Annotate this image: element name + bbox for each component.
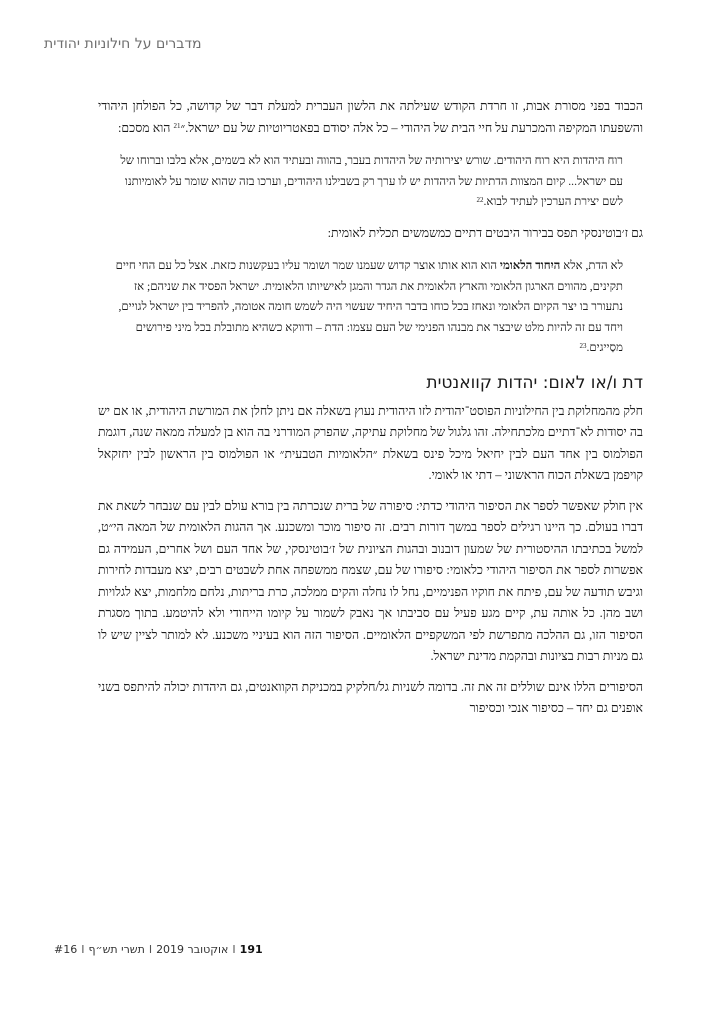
section-heading: דת ו/או לאום: יהדות קוואנטית bbox=[426, 372, 643, 393]
footer-issue: #16 bbox=[54, 943, 78, 956]
paragraph-1 bbox=[98, 96, 643, 139]
paragraph-1-tail: הוא מסכם: bbox=[117, 120, 174, 135]
footer-divider: I bbox=[148, 943, 153, 956]
block-quote-2-post: הוא הוא אותו אוצר קדוש שעמנו שמר ושומר עליו בעקשנות כזאת. אצל כל עם החי חיים תקינים, מהווים הארגון הלאומי והארץ הלאומית את הגדר והמגן לאישיותו הלאומית. ישראל הפסיד את שניהם; אז נתעורר בו יצר הקיום הלאומי ונאחז בכל כוחו בדבר היחיד שעשוי היה לשמש חומה אטומה, להפריד בין ישראל לגויים, ויחד עם זה להיות מלט שיבצר את מבנהו הפנימי של העם עצמו: הדת – ודווקא כשהיא מתובלת בכל מיני פירושים מסַייגים. bbox=[115, 259, 623, 354]
block-quote-2-bold: היִחוד הלאומי bbox=[499, 259, 561, 272]
lead-in-paragraph: גם ז׳בוטינסקי תפס בבירור היבטים דתיים כמשמשים תכלית לאומית: bbox=[327, 225, 643, 240]
paragraph-4: אין חולק שאפשר לספר את הסיפור היהודי כדתי: סיפורה של ברית שנכרתה בין בורא עולם לבין עם שנבחר לשאת את דברו בעולם. כך היינו רגילים לספר במשך דורות רבים. זה סיפור מוכר ומשכנע. אך ההגות הלאומית של המאה הי״ט, למשל בכתיבתו ההיסטורית של שמעון דובנוב ובהגות הציונית של ז׳בוטינסקי, של אחד העם ושל אחרים, העמידה גם אפשרות לספר את הסיפור היהודי כלאומי: סיפורו של עם, שצמח ממשפחה אחת לשבטים רבים, יצא מעבדות לחירות וגיבש תודעה של עם, פיתח את חוקיו הפנימיים, נחל לו נחלה והקים ממלכה, כרת בריתות, נלחם מלחמות, יצא לגלויות ושב מהן. כל אותה עת, קיים מגע פעיל עם סביבתו אך נאבק לשמור על קיומו הייחודי ולא להיטמע. בתוך מסגרת הסיפור הזו, גם ההלכה מתפרשת לפי המשקפיים הלאומיים. הסיפור הזה הוא בעיניי משכנע. לא למותר לציין שיש לו גם מניות רבות בציונות ובהקמת מדינת ישראל. bbox=[98, 498, 643, 663]
block-quote-2 bbox=[112, 256, 623, 359]
paragraph-1-text: הכבוד בפני מסורת אבות, זו חרדת הקודש שעילתה את הלשון העברית למעלת דבר של קדושה, כל הפולחן היהודי והשפעתו המקיפה והמכרעת על חיי הבית של היהודי – כל אלה יסודם בפאטריוטיות של עם ישראל.״ bbox=[98, 99, 643, 135]
article-body bbox=[98, 96, 643, 720]
footnote-ref-21[interactable]: 21 bbox=[173, 121, 181, 130]
footer-divider: I bbox=[232, 943, 236, 956]
paragraph-3: חלק מהמחלוקת בין החילוניות הפוסט־יהודית לזו היהודית נעוץ בשאלה אם ניתן לחלן את המורשת היהודית, או אם יש בה יסודות לא־דתיים מלכתחילה. זהו גלגול של מחלוקת עתיקה, שהפרק המודרני בה הוא בן למעלה ממאה שנה, דוגמת הפולמוס בין אחד העם לבין יחיאל מיכל פינס בשאלת ״הלאומיות הטבעית״ או הפולמוס בין הראשון לבין יחזקאל קויפמן בשאלת הכוח הראשוני – דתי או לאומי. bbox=[98, 403, 643, 482]
footer-hebrew-date: תשרי תש״ף bbox=[88, 943, 145, 956]
block-quote-1-text: רוח היהדות היא רוח היהודים. שורש יצירותיה של היהדות בעבר, בהווה ובעתיד הוא לא בשמים, אלא בלבו וברוחו של עם ישראל... קיום המצוות הדתיות של היהדות יש לו ערך רק בשבילנו היהודים, וערכו בזה שהוא שומר על לאומיותנו לשם יצירת הערכין לעתיד לבוא. bbox=[120, 154, 623, 208]
footnote-ref-22[interactable]: 22 bbox=[476, 196, 484, 204]
paragraph-5: הסיפורים הללו אינם שוללים זה את זה. בדומה לשניות גל/חלקיק במכניקת הקוואנטים, גם היהדות יכולה להיתפס בשני אופנים גם יחד – כסיפור אנכי וכסיפור bbox=[98, 679, 643, 715]
block-quote-2-pre: לא הדת, אלא bbox=[560, 259, 623, 272]
block-quote-1 bbox=[112, 151, 623, 213]
footnote-ref-23[interactable]: 23 bbox=[579, 342, 587, 350]
page-number: 191 bbox=[239, 943, 263, 956]
running-head: מדברים על חילוניות יהודית bbox=[44, 36, 202, 52]
footer-divider: I bbox=[81, 943, 85, 956]
footer-gregorian-date: אוקטובר 2019 bbox=[156, 943, 229, 956]
page-footer bbox=[54, 943, 263, 956]
